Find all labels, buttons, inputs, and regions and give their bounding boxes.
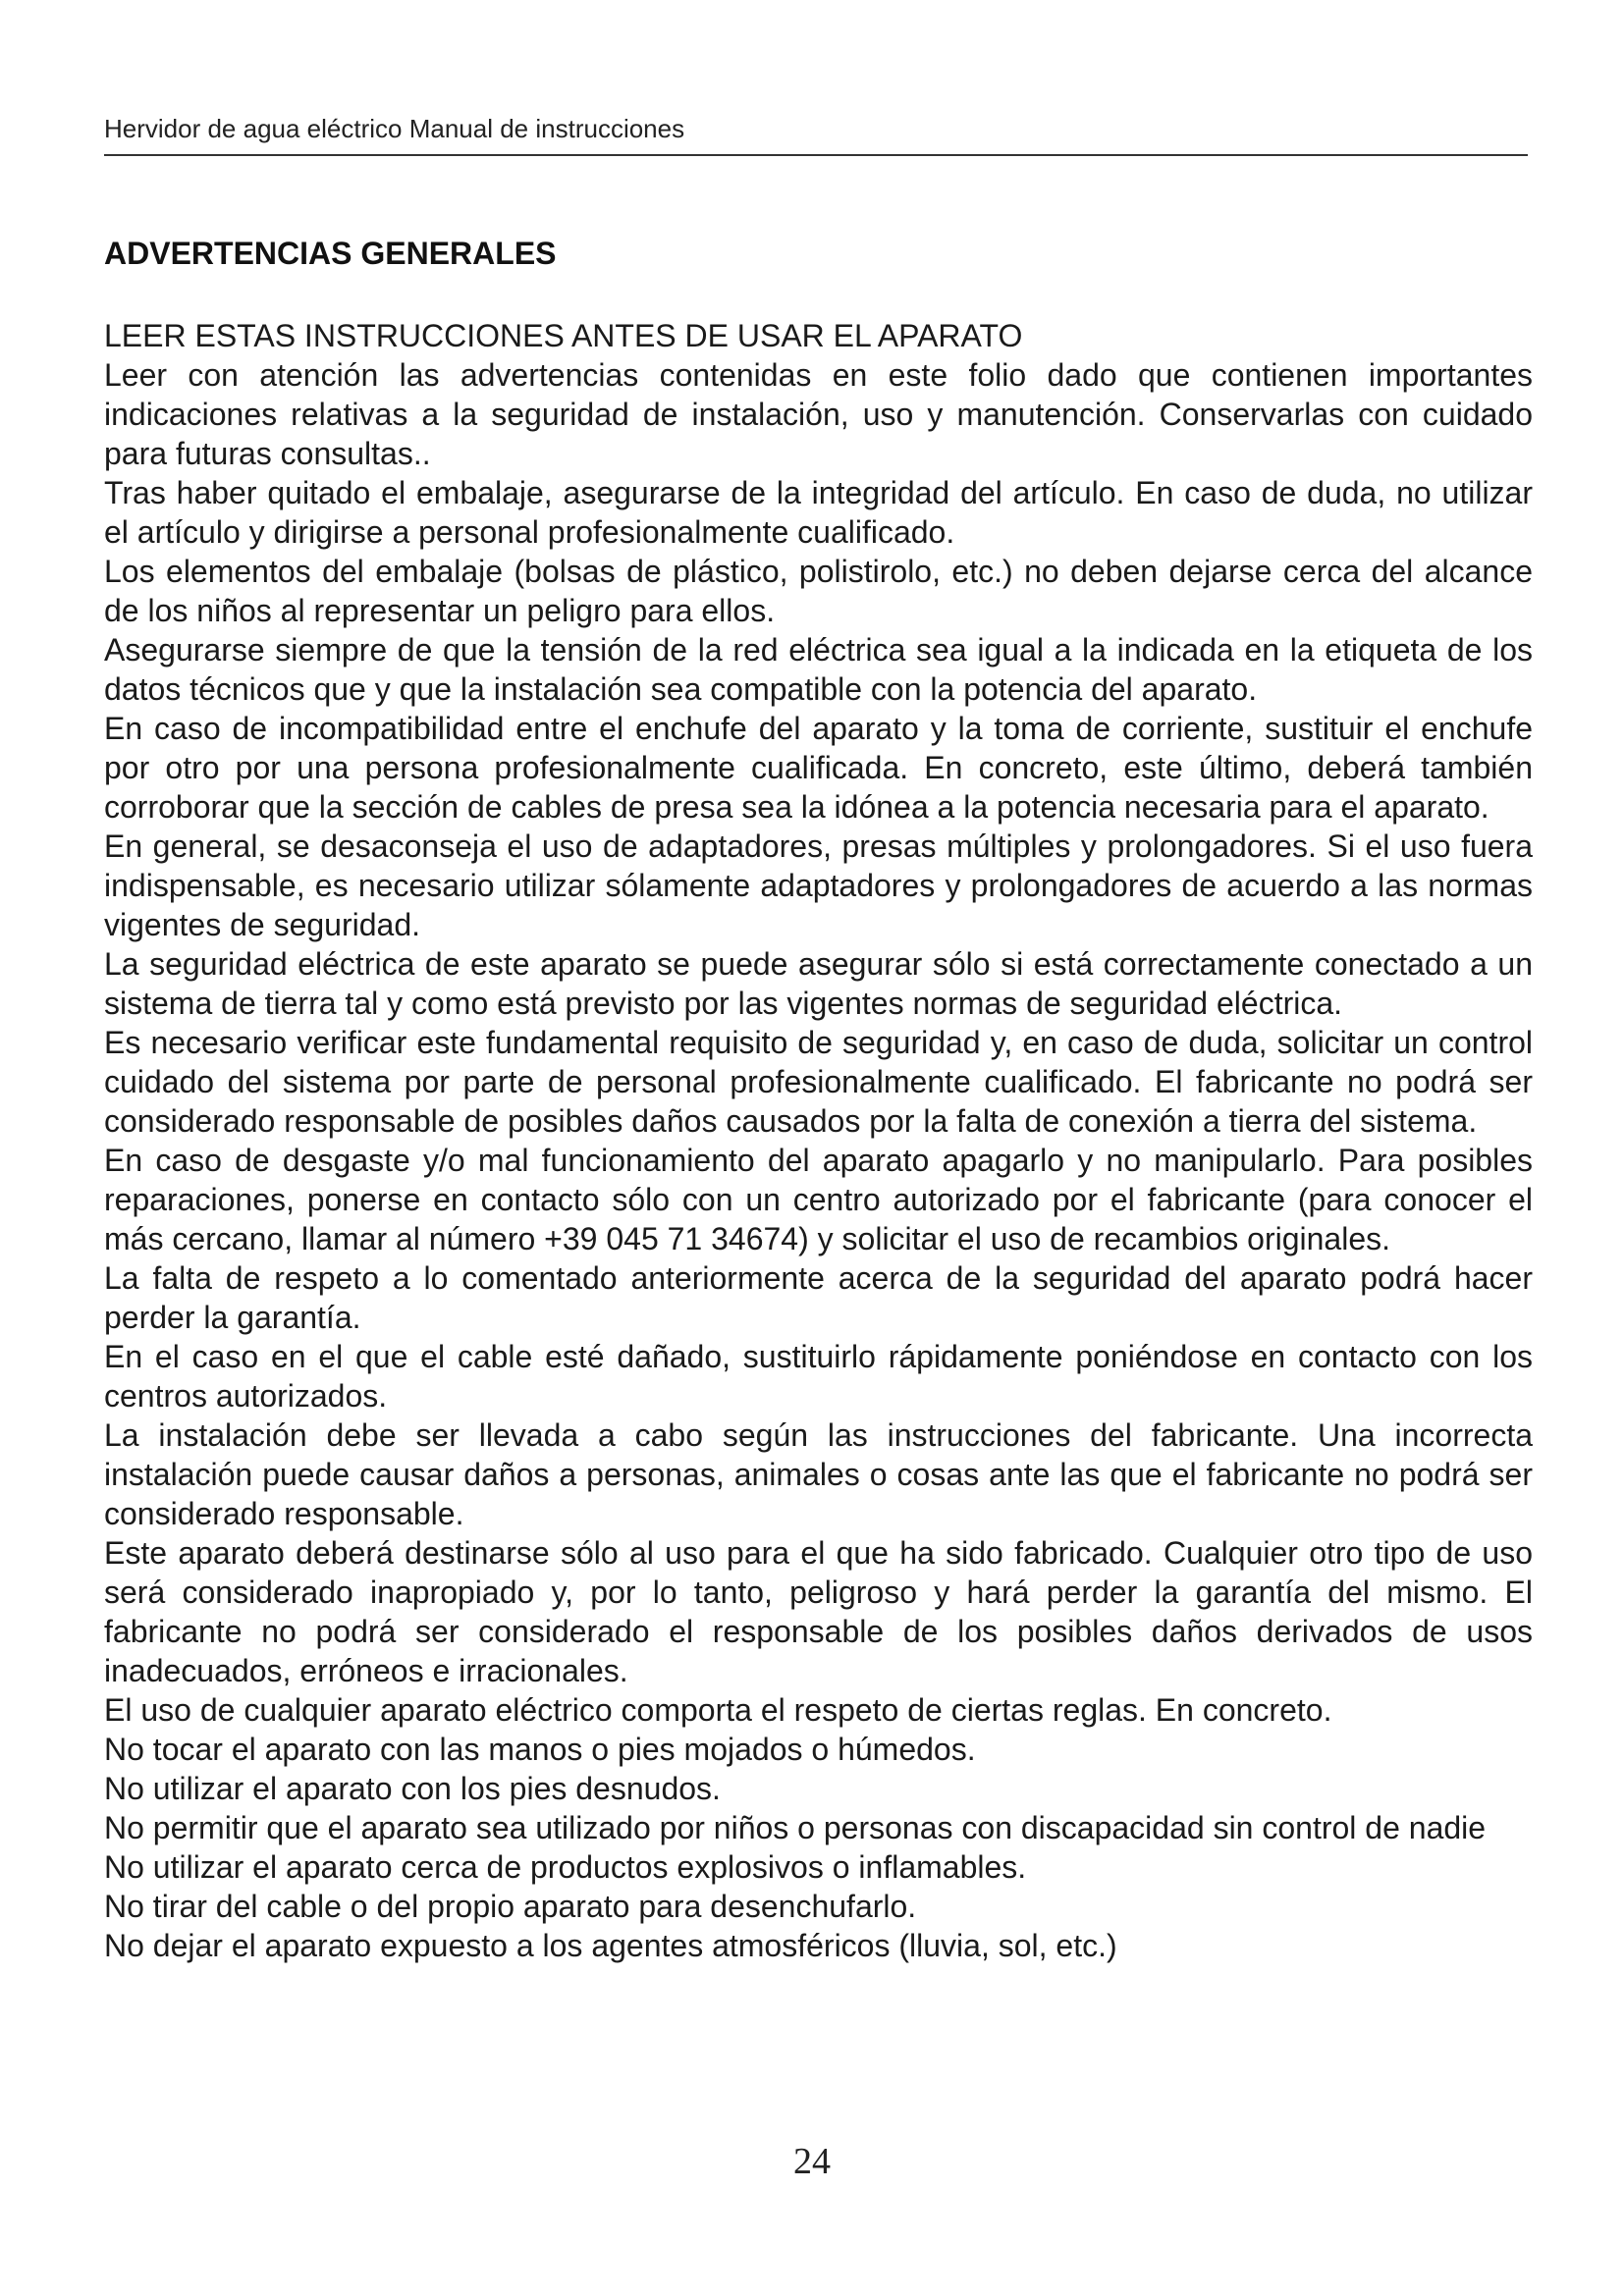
paragraph: Este aparato deberá destinarse sólo al uso para el que ha sido fabricado. Cualquier otro tipo de uso será considerado inapropiado y, por lo tanto, peligroso y hará perder la garantía del mismo. El fabricante no podrá ser considerado el responsable de los posibles daños derivados de usos inadecuados, erróneos e irracionales.	[104, 1535, 1533, 1688]
paragraph: Los elementos del embalaje (bolsas de plástico, polistirolo, etc.) no deben dejarse cerca del alcance de los niños al representar un peligro para ellos.	[104, 554, 1533, 628]
section-title: ADVERTENCIAS GENERALES	[104, 236, 557, 271]
paragraph: No tirar del cable o del propio aparato para desenchufarlo.	[104, 1889, 917, 1924]
paragraph: No utilizar el aparato cerca de productos explosivos o inflamables.	[104, 1849, 1027, 1885]
paragraph: Asegurarse siempre de que la tensión de la red eléctrica sea igual a la indicada en la etiqueta de los datos técnicos que y que la instalación sea compatible con la potencia del aparato.	[104, 632, 1533, 707]
paragraph: En caso de desgaste y/o mal funcionamiento del aparato apagarlo y no manipularlo. Para posibles reparaciones, ponerse en contacto sólo con un centro autorizado por el fabricante (para conocer el más cercano, llamar al número +39 045 71 34674) y solicitar el uso de recambios originales.	[104, 1143, 1533, 1256]
paragraph: Tras haber quitado el embalaje, asegurarse de la integridad del artículo. En caso de duda, no utilizar el artículo y dirigirse a personal profesionalmente cualificado.	[104, 475, 1533, 550]
header-rule	[104, 154, 1528, 156]
paragraph: La seguridad eléctrica de este aparato se puede asegurar sólo si está correctamente conectado a un sistema de tierra tal y como está previsto por las vigentes normas de seguridad eléctrica.	[104, 946, 1533, 1021]
page-number: 24	[793, 2141, 831, 2182]
paragraph: En general, se desaconseja el uso de adaptadores, presas múltiples y prolongadores. Si el uso fuera indispensable, es necesario utilizar sólamente adaptadores y prolongadores de acuerdo a las normas vigentes de seguridad.	[104, 828, 1533, 942]
paragraph: El uso de cualquier aparato eléctrico comporta el respeto de ciertas reglas. En concreto.	[104, 1692, 1332, 1728]
paragraph: No dejar el aparato expuesto a los agentes atmosféricos (lluvia, sol, etc.)	[104, 1928, 1117, 1963]
paragraph: Es necesario verificar este fundamental requisito de seguridad y, en caso de duda, solicitar un control cuidado del sistema por parte de personal profesionalmente cualificado. El fabricante no podrá ser considerado responsable de posibles daños causados por la falta de conexión a tierra del sistema.	[104, 1025, 1533, 1139]
paragraph: En el caso en el que el cable esté dañado, sustituirlo rápidamente poniéndose en contacto con los centros autorizados.	[104, 1339, 1533, 1414]
paragraph: LEER ESTAS INSTRUCCIONES ANTES DE USAR EL APARATO	[104, 318, 1023, 353]
paragraph: No permitir que el aparato sea utilizado por niños o personas con discapacidad sin control de nadie	[104, 1810, 1487, 1845]
paragraph: La falta de respeto a lo comentado anteriormente acerca de la seguridad del aparato podrá hacer perder la garantía.	[104, 1260, 1533, 1335]
paragraph: En caso de incompatibilidad entre el enchufe del aparato y la toma de corriente, sustituir el enchufe por otro por una persona profesionalmente cualificada. En concreto, este último, deberá también corroborar que la sección de cables de presa sea la idónea a la potencia necesaria para el aparato.	[104, 711, 1533, 825]
paragraph: Leer con atención las advertencias contenidas en este folio dado que contienen importantes indicaciones relativas a la seguridad de instalación, uso y manutención. Conservarlas con cuidado para futuras consultas..	[104, 357, 1533, 471]
document-header: Hervidor de agua eléctrico Manual de instrucciones	[104, 114, 685, 143]
paragraph: No utilizar el aparato con los pies desnudos.	[104, 1771, 721, 1806]
paragraph: La instalación debe ser llevada a cabo según las instrucciones del fabricante. Una incorrecta instalación puede causar daños a personas, animales o cosas ante las que el fabricante no podrá ser considerado responsable.	[104, 1417, 1533, 1531]
body-text	[104, 316, 1533, 1965]
paragraph: No tocar el aparato con las manos o pies mojados o húmedos.	[104, 1732, 976, 1767]
